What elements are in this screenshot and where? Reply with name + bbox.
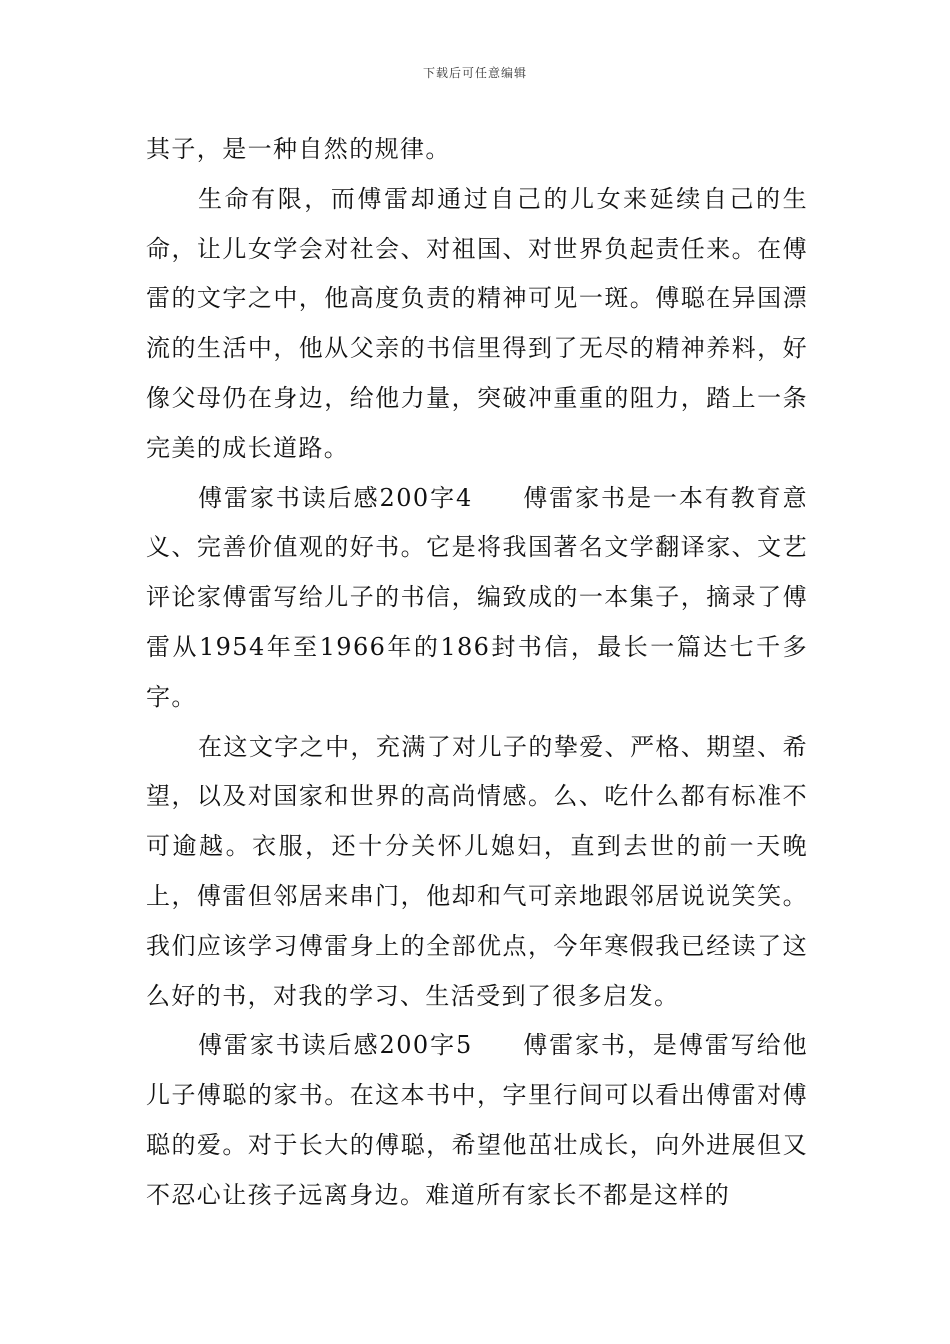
section-5-heading: 傅雷家书读后感200字5: [198, 1031, 473, 1060]
paragraph-in-this-text: 在这文字之中，充满了对儿子的挚爱、严格、期望、希望，以及对国家和世界的高尚情感。么、吃什么都有标准不可逾越。衣服，还十分关怀儿媳妇，直到去世的前一天晚上，傅雷但邻居来串门，他却和气可亲地跟邻居说说笑笑。我们应该学习傅雷身上的全部优点，今年寒假我已经读了这么好的书，对我的学习、生活受到了很多启发。: [146, 732, 808, 1010]
document-body: [146, 125, 808, 1221]
section-4-heading: 傅雷家书读后感200字4: [198, 483, 473, 512]
section-5: [146, 1021, 808, 1220]
section-4-text: 傅雷家书是一本有教育意义、完善价值观的好书。它是将我国著名文学翻译家、文艺评论家傅雷写给儿子的书信，编致成的一本集子，摘录了傅雷从1954年至1966年的186封书信，最长一篇达七千多字。: [146, 483, 808, 711]
section-5-text: 傅雷家书，是傅雷写给他儿子傅聪的家书。在这本书中，字里行间可以看出傅雷对傅聪的爱。对于长大的傅聪，希望他茁壮成长，向外进展但又不忍心让孩子远离身边。难道所有家长不都是这样的: [146, 1031, 808, 1209]
page-header: 下载后可任意编辑: [422, 66, 527, 80]
paragraph-life-limited: 生命有限，而傅雷却通过自己的儿女来延续自己的生命，让儿女学会对社会、对祖国、对世界负起责任来。在傅雷的文字之中，他高度负责的精神可见一斑。傅聪在异国漂流的生活中，他从父亲的书信里得到了无尽的精神养料，好像父母仍在身边，给他力量，突破冲重重的阻力，踏上一条完美的成长道路。: [146, 184, 808, 462]
paragraph-continuation: 其子，是一种自然的规律。: [146, 135, 451, 163]
section-4: [146, 474, 808, 723]
